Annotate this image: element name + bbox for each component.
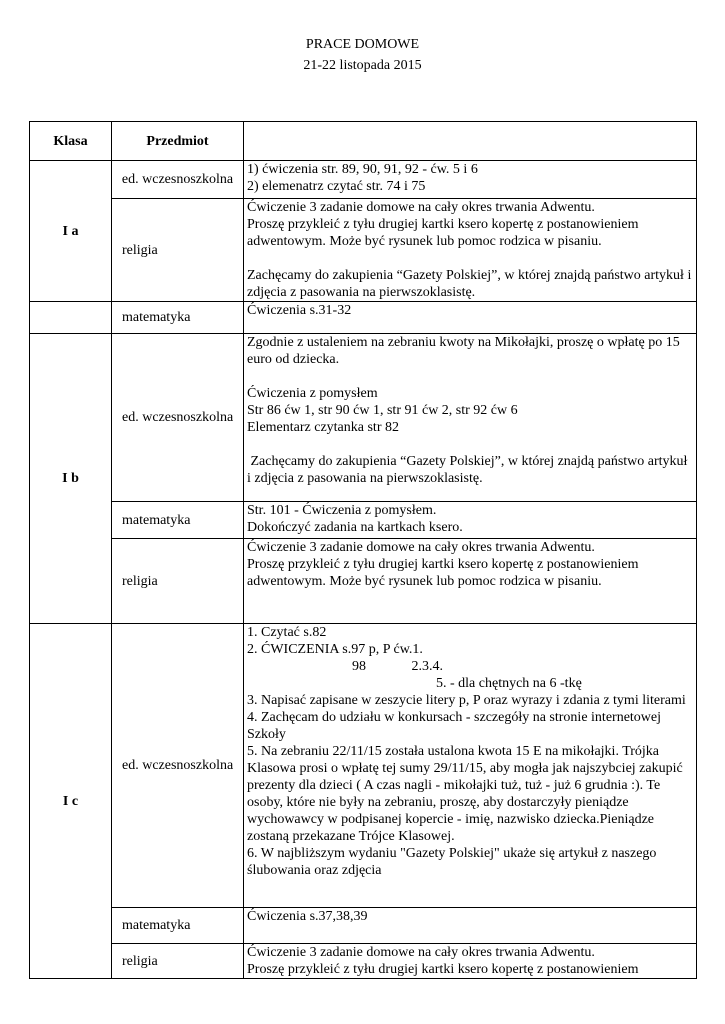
homework-table bbox=[29, 121, 697, 979]
task-cell: Zgodnie z ustaleniem na zebraniu kwoty na Mikołajki, proszę o wpłatę po 15 euro od dziecka. Ćwiczenia z pomysłem Str 86 ćw 1, str 90 ćw 1, str 91 ćw 2, str 92 ćw 6 Elementarz czytanka str 82 Zachęcamy do zakupienia “Gazety Polskiej”, w której znajdą państwo artykuł i zdjęcia z pasowania na pierwszoklasistę. bbox=[244, 334, 697, 502]
class-label bbox=[30, 302, 112, 334]
table-header-row bbox=[30, 122, 697, 161]
table-row bbox=[30, 199, 697, 302]
column-header-klasa: Klasa bbox=[30, 122, 112, 161]
class-label: I c bbox=[30, 624, 112, 979]
table-row bbox=[30, 944, 697, 979]
table-row bbox=[30, 502, 697, 539]
table-row bbox=[30, 539, 697, 624]
task-cell: Ćwiczenie 3 zadanie domowe na cały okres trwania Adwentu. Proszę przykleić z tyłu drugiej kartki ksero kopertę z postanowieniem adwentowym. Może być rysunek lub pomoc rodzica w pisaniu. Zachęcamy do zakupienia “Gazety Polskiej”, w której znajdą państwo artykuł i zdjęcia z pasowania na pierwszoklasistę. bbox=[244, 199, 697, 302]
class-label: I b bbox=[30, 334, 112, 624]
subject-cell: ed. wczesnoszkolna bbox=[112, 161, 244, 199]
subject-cell: religia bbox=[112, 944, 244, 979]
subject-cell: religia bbox=[112, 199, 244, 302]
task-cell: Ćwiczenie 3 zadanie domowe na cały okres trwania Adwentu. Proszę przykleić z tyłu drugiej kartki ksero kopertę z postanowieniem adwentowym. Może być rysunek lub pomoc rodzica w pisaniu. bbox=[244, 539, 697, 624]
table-row bbox=[30, 334, 697, 502]
task-cell: 1. Czytać s.82 2. ĆWICZENIA s.97 p, P ćw.1. 98 2.3.4. 5. - dla chętnych na 6 -tkę 3. Napisać zapisane w zeszycie litery p, P oraz wyrazy i zdania z tymi literami 4. Zachęcam do udziału w konkursach - szczegóły na stronie internetowej Szkoły 5. Na zebraniu 22/11/15 została ustalona kwota 15 E na mikołajki. Trójka Klasowa prosi o wpłatę tej sumy 29/11/15, aby mogła jak najszybciej zakupić prezenty dla dzieci ( A czas nagli - mikołajki tuż, tuż - już 6 grudnia :). Te osoby, które nie były na zebraniu, proszę, aby dostarczyły pieniądze wychowawcy w podpisanej kopercie - imię, nazwisko dziecka.Pieniądze zostaną przekazane Trójce Klasowej. 6. W najbliższym wydaniu "Gazety Polskiej" ukaże się artykuł z naszego ślubowania oraz zdjęcia bbox=[244, 624, 697, 908]
task-cell: Str. 101 - Ćwiczenia z pomysłem. Dokończyć zadania na kartkach ksero. bbox=[244, 502, 697, 539]
table-row bbox=[30, 624, 697, 908]
subject-cell: ed. wczesnoszkolna bbox=[112, 334, 244, 502]
subject-cell: matematyka bbox=[112, 502, 244, 539]
table-row bbox=[30, 161, 697, 199]
subject-cell: ed. wczesnoszkolna bbox=[112, 624, 244, 908]
task-cell: 1) ćwiczenia str. 89, 90, 91, 92 - ćw. 5 i 6 2) elemenatrz czytać str. 74 i 75 bbox=[244, 161, 697, 199]
task-cell: Ćwiczenia s.37,38,39 bbox=[244, 908, 697, 944]
task-cell: Ćwiczenia s.31-32 bbox=[244, 302, 697, 334]
table-row bbox=[30, 302, 697, 334]
subject-cell: matematyka bbox=[112, 908, 244, 944]
column-header-tasks bbox=[244, 122, 697, 161]
column-header-przedmiot: Przedmiot bbox=[112, 122, 244, 161]
subject-cell: religia bbox=[112, 539, 244, 624]
class-label: I a bbox=[30, 161, 112, 302]
task-cell: Ćwiczenie 3 zadanie domowe na cały okres trwania Adwentu. Proszę przykleić z tyłu drugiej kartki ksero kopertę z postanowieniem bbox=[244, 944, 697, 979]
page-date: 21-22 listopada 2015 bbox=[303, 58, 422, 73]
subject-cell: matematyka bbox=[112, 302, 244, 334]
page-title: PRACE DOMOWE bbox=[305, 37, 420, 52]
table-row bbox=[30, 908, 697, 944]
